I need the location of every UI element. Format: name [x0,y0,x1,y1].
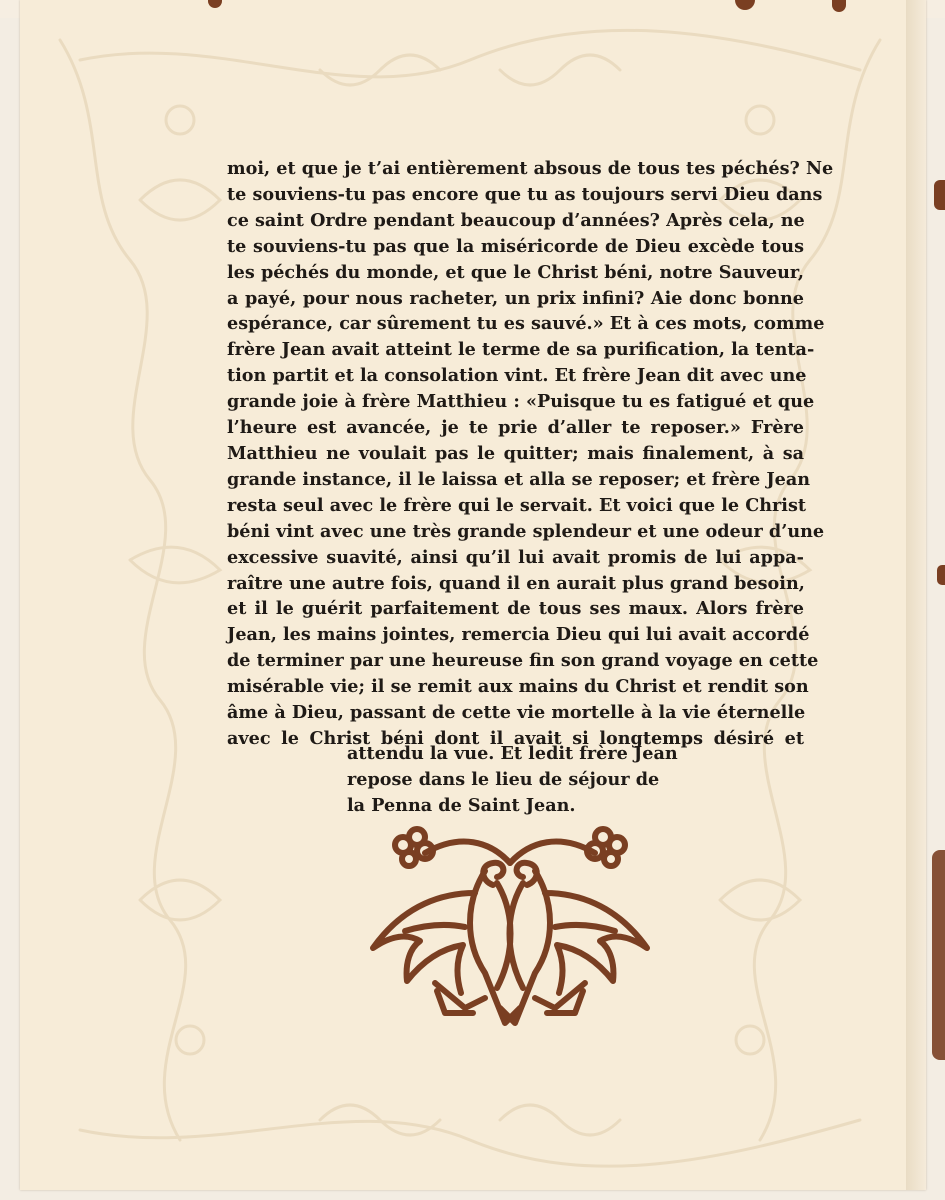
text-line: béni vint avec une très grande splendeur et une odeur d’une [227,520,825,542]
text-line: frère Jean avait atteint le terme de sa purification, la tenta- [227,339,815,361]
text-line: les péchés du monde, et que le Christ béni, notre Sauveur, [227,261,804,283]
text-line: de terminer par une heureuse fin son grand voyage en cette [227,650,819,672]
text-line: ce saint Ordre pendant beaucoup d’années? Après cela, ne [227,209,805,231]
closing-line: repose dans le lieu de séjour de [347,768,660,790]
text-line: âme à Dieu, passant de cette vie mortelle à la vie éternelle [227,702,806,724]
closing-line: la Penna de Saint Jean. [347,794,576,816]
closing-line: attendu la vue. Et ledit frère Jean [347,743,678,764]
body-text [227,156,834,752]
text-line: moi, et que je t’ai entièrement absous de tous tes péchés? Ne [227,158,834,179]
text-line: grande instance, il le laissa et alla se reposer; et frère Jean [227,468,811,490]
text-line: et il le guérit parfaitement de tous ses maux. Alors frère [227,598,804,620]
text-line: grande joie à frère Matthieu : «Puisque tu es fatigué et que [227,391,815,413]
text-line: a payé, pour nous racheter, un prix infini? Aie donc bonne [227,287,804,309]
edge-ornament-fragment-right-1 [934,180,945,210]
closing-text [347,741,678,819]
text-line: excessive suavité, ainsi qu’il lui avait promis de lui appa- [227,546,804,568]
text-line: raître une autre fois, quand il en aurait plus grand besoin, [227,572,805,594]
foliate-tailpiece-ornament-icon [365,823,655,1033]
text-line: espérance, car sûrement tu es sauvé.» Et à ces mots, comme [227,313,825,335]
text-line: tion partit et la consolation vint. Et frère Jean dit avec une [227,365,807,387]
text-line: te souviens-tu pas encore que tu as toujours servi Dieu dans [227,183,823,205]
edge-ornament-fragment-right-3 [932,850,945,1060]
text-line: misérable vie; il se remit aux mains du Christ et rendit son [227,676,809,698]
text-line: avec le Christ béni dont il avait si longtemps désiré et [227,727,804,749]
edge-ornament-fragment-right-2 [937,565,945,585]
text-line: te souviens-tu pas que la miséricorde de Dieu excède tous [227,235,804,257]
text-line: Jean, les mains jointes, remercia Dieu qui lui avait accordé [227,624,810,646]
text-line: resta seul avec le frère qui le servait. Et voici que le Christ [227,494,806,516]
text-line: l’heure est avancée, je te prie d’aller te reposer.» Frère [227,417,804,439]
text-line: Matthieu ne voulait pas le quitter; mais finalement, à sa [227,442,804,464]
